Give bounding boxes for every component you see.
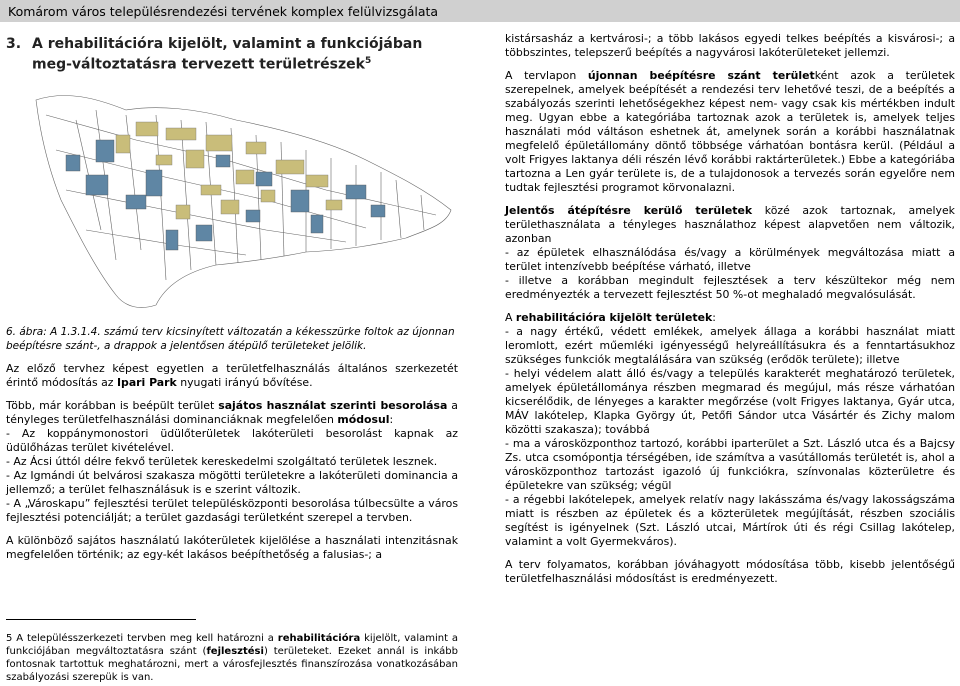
list-item: - illetve a korábban megindult fejlesztések a terv készültekor még nem eredményezték a tervezett fejlesztést 50 %-ot meghaladó megvalósulását. (505, 274, 955, 301)
footnote-text-e: ) területeket. Ezeket annál is inkább fontosnak tartottuk meghatározni, mert a városfejlesztés finanszírozása vonatkozásában szabályozási szerepük is van. (6, 646, 458, 683)
r3-text-b: közé azok tartoznak, amelyek területhasználata a tényleges használathoz képest alapvetően nem változik, azonban (505, 204, 955, 245)
p2-text-c: a tényleges területfelhasználási dominanciáknak megfelelően (6, 399, 458, 426)
footnote-text-c: kijelölt, valamint a funkciójában megváltoztatásra szánt ( (6, 633, 458, 657)
list-item: - A „Városkapu” fejlesztési terület településközponti besorolása túlbecsülte a város fejlesztési potenciálját; a terület gazdasági területként szerepel a tervben. (6, 497, 458, 524)
r4-text-c: : (712, 311, 716, 324)
r4-text-a: A (505, 311, 516, 324)
list-item: - az épületek elhasználódása és/vagy a körülmények megváltozása miatt a terület intenzívebb beépítése várható, illetve (505, 246, 955, 273)
map-outline (36, 95, 451, 307)
plan-map (6, 80, 458, 320)
footnote-number: 5 (6, 633, 13, 644)
right-column (505, 32, 955, 586)
list-item: - ma a városközponthoz tartozó, korábbi iparterület a Szt. László utca és a Bajcsy Zs. utca csomópontja térségében, ide számítva a vasútállomás területét is, ahol a városközponthoz tartozást igazoló új funkciókra, színvonalas közterületre és épületekre van szükség; végül (505, 437, 955, 492)
paragraph-3: A különböző sajátos használatú lakóterületek kijelölése a használati intenzitásnak megfelelően történik; az egy-két lakásos beépíthetőség a falusias-; a (6, 534, 458, 561)
footnote-text-a: A településszerkezeti tervben meg kell határozni a (12, 633, 278, 644)
p1-text-c: nyugati irányú bővítése. (176, 376, 313, 389)
p2-bold-d: módosul (337, 413, 390, 426)
p1-text-a: Az előző tervhez képest egyetlen a területfelhasználás általános szerkezetét érintő módosítás az (6, 362, 458, 389)
footnote-bold-b: rehabilitációra (277, 633, 361, 644)
right-paragraph-5: A terv folyamatos, korábban jóváhagyott módosítása több, kisebb jelentőségű területfelhasználási módosítást is eredményezett. (505, 558, 955, 585)
footnote-ref: 5 (364, 56, 372, 66)
r2-bold: újonnan beépítésre szánt terület (587, 69, 815, 82)
right-paragraph-1: kistársasház a kertvárosi-; a több lakásos egyedi telkes beépítés a kisvárosi-; a többszintes, telepszerű beépítés a nagyvárosi lakóterületeket jellemzi. (505, 32, 955, 59)
paragraph-1 (6, 362, 458, 390)
r4-bold: rehabilitációra kijelölt területek (515, 311, 713, 324)
list-item: - Az Igmándi út belvárosi szakasza mögötti területekre a lakóterületi dominancia a jellemző; a terület felhasználásuk is e szerint változik. (6, 469, 458, 496)
section-number: 3. (6, 36, 22, 52)
figure-caption: 6. ábra: A 1.3.1.4. számú terv kicsinyített változatán a kékesszürke foltok az újonnan beépítésre szánt-, a drappok a jelentősen átépülő területeket jelölik. (6, 326, 455, 352)
list-item: - Az Ácsi úttól délre fekvő területek kereskedelmi szolgáltató területek lesznek. (6, 455, 438, 468)
p2-text-e: : (389, 413, 394, 426)
header-title: Komárom város településrendezési tervének komplex felülvizsgálata (8, 4, 439, 19)
p2-bold-b: sajátos használat szerinti besorolása (218, 399, 448, 412)
list-item: - a nagy értékű, védett emlékek, amelyek állaga a korábbi használat miatt leromlott, ezért műemléki igényességű helyreállításukra és a fenntartásukhoz szükséges funkciók megtalálására van szükség (erődök területe); illetve (505, 325, 955, 366)
map-blue-areas (66, 140, 385, 250)
right-paragraph-3 (505, 204, 955, 246)
section-heading (6, 36, 458, 74)
r2-text-a: A tervlapon (505, 69, 588, 82)
footnote-bold-d: fejlesztési (206, 646, 264, 657)
right-paragraph-4 (505, 311, 955, 325)
list-item: - Az koppánymonostori üdülőterületek lakóterületi besorolást kapnak az üdülőházas terület kivételével. (6, 427, 458, 454)
list-item: - helyi védelem alatt álló és/vagy a település karakterét meghatározó területek, amelyek épületállománya részben megmarad és megújul, más része várhatóan kicserélődik, de lényeges a karakter megőrzése (volt Frigyes laktanya, Gyár utca, MÁV lakótelep, Klapka György út, Petőfi Sándor utca Vásártér és Zichy malom közötti szakasza); továbbá (505, 367, 955, 436)
footnote-divider (6, 619, 196, 620)
r3-bold: Jelentős átépítésre kerülő területek (505, 204, 753, 217)
r2-text-c: ként azok a területek szerepelnek, amelyek beépítését a rendezési terv lehetővé teszi, de a beépítés a szabályozás szerinti lehetőségekhez képest nem- vagy csak kis mértékben indult meg. Ugyan ebbe a kategóriába tartoznak azok a területek is, amelyek teljes használati mód váltáson eshetnek át, amelynek során a korábbi használatnak megfelelő épületállomány döntő többsége várhatóan bontásra kerül. (Például a volt Frigyes laktanya déli részén lévő korábbi raktárterületek.) Ebbe a kategóriába tartozna a Len gyár területe is, de a tulajdonosok a tervezés során egyelőre nem tudtak fejlesztési programot körvonalazni. (505, 69, 955, 194)
p1-bold: Ipari Park (116, 376, 177, 389)
list-item: - a régebbi lakótelepek, amelyek relatív nagy lakásszáma és/vagy lakosságszáma miatt is részben az épületek és a közterületek megújítását, részben szociális segítést is igényelnek (Szt. László utcai, Mártírok úti és régi Csillag lakótelep, valamint a volt Gyermekváros). (505, 493, 955, 548)
paragraph-2 (6, 399, 458, 427)
left-column-body (6, 362, 458, 562)
page-header (0, 0, 960, 22)
section-title-wrap (32, 36, 452, 74)
section-heading-block (6, 36, 458, 74)
footnote (6, 632, 458, 684)
right-paragraph-2 (505, 69, 955, 195)
section-title: A rehabilitációra kijelölt, valamint a funkciójában meg-változtatásra tervezett területrészek (32, 36, 423, 73)
p2-text-a: Több, már korábban is beépült terület (6, 399, 219, 412)
